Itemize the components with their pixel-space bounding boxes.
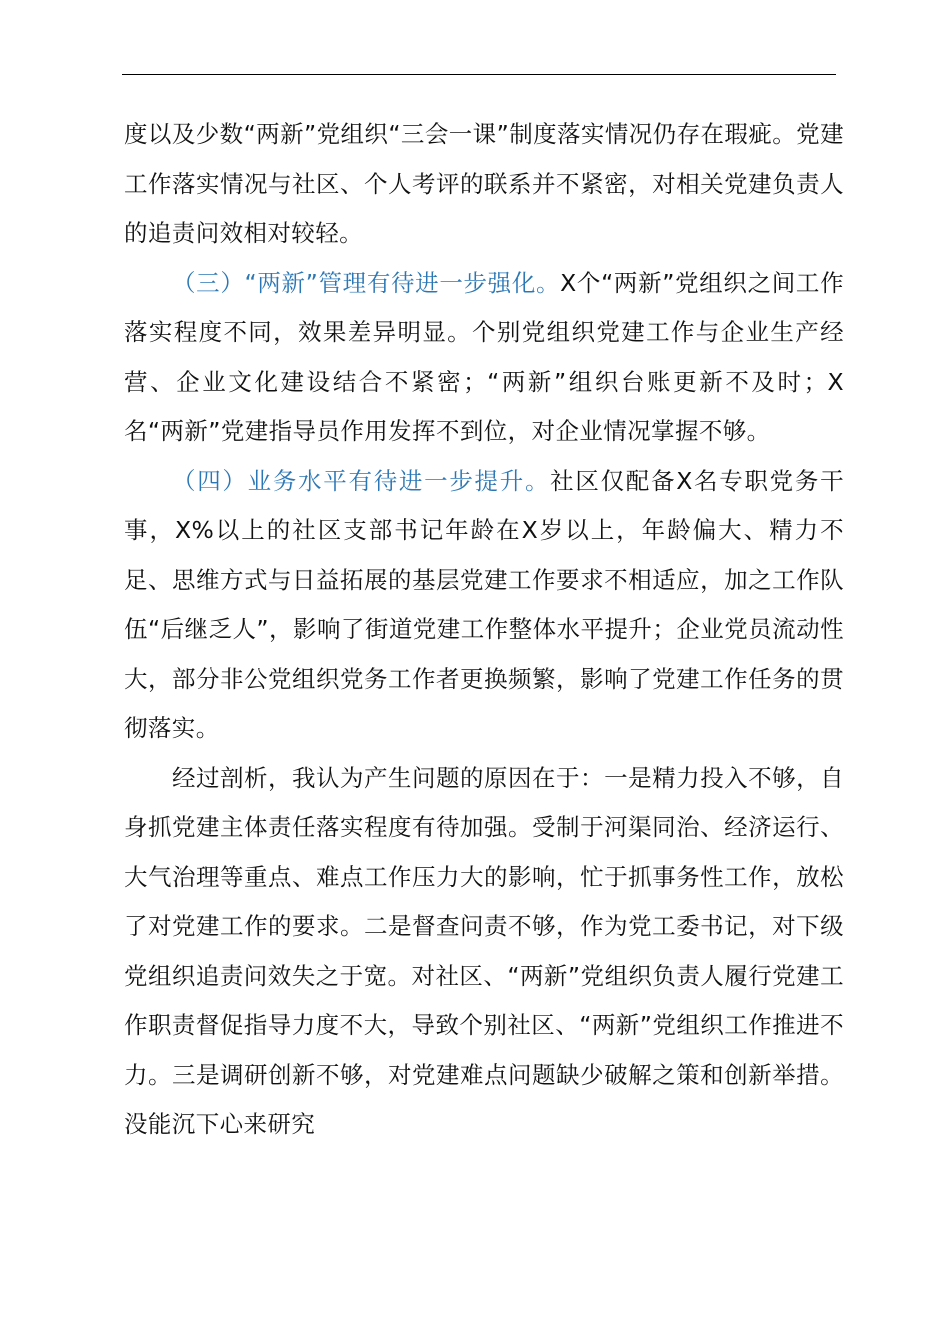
section-heading-four: （四）业务水平有待进一步提升。 xyxy=(172,466,551,495)
section-heading-three: （三）“两新”管理有待进一步强化。 xyxy=(172,268,561,297)
paragraph-text: 度以及少数“两新”党组织“三会一课”制度落实情况仍存在瑕疵。党建工作落实情况与社区、个人考评的联系并不紧密，对相关党建负责人的追责问效相对较轻。 xyxy=(124,120,844,247)
paragraph-text: 经过剖析，我认为产生问题的原因在于：一是精力投入不够，自身抓党建主体责任落实程度有待加强。受制于河渠同治、经济运行、大气治理等重点、难点工作压力大的影响，忙于抓事务性工作，放松了对党建工作的要求。二是督查问责不够，作为党工委书记，对下级党组织追责问效失之于宽。对社区、“两新”党组织负责人履行党建工作职责督促指导力度不大，导致个别社区、“两新”党组织工作推进不力。三是调研创新不够，对党建难点问题缺少破解之策和创新举措。没能沉下心来研究 xyxy=(124,763,844,1138)
paragraph-analysis xyxy=(124,754,844,1150)
header-rule xyxy=(122,74,836,75)
paragraph-text: X个“两新”党组织之间工作落实程度不同，效果差异明显。个别党组织党建工作与企业生产经营、企业文化建设结合不紧密；“两新”组织台账更新不及时；X名“两新”党建指导员作用发挥不到位，对企业情况掌握不够。 xyxy=(124,268,844,445)
paragraph-continuation xyxy=(124,110,844,259)
paragraph-section-three xyxy=(124,259,844,457)
paragraph-section-four xyxy=(124,457,844,754)
paragraph-text: 社区仅配备X名专职党务干事，X%以上的社区支部书记年龄在X岁以上，年龄偏大、精力不足、思维方式与日益拓展的基层党建工作要求不相适应，加之工作队伍“后继乏人”，影响了街道党建工作整体水平提升；企业党员流动性大，部分非公党组织党务工作者更换频繁，影响了党建工作任务的贯彻落实。 xyxy=(124,466,844,742)
document-body xyxy=(124,110,844,1150)
